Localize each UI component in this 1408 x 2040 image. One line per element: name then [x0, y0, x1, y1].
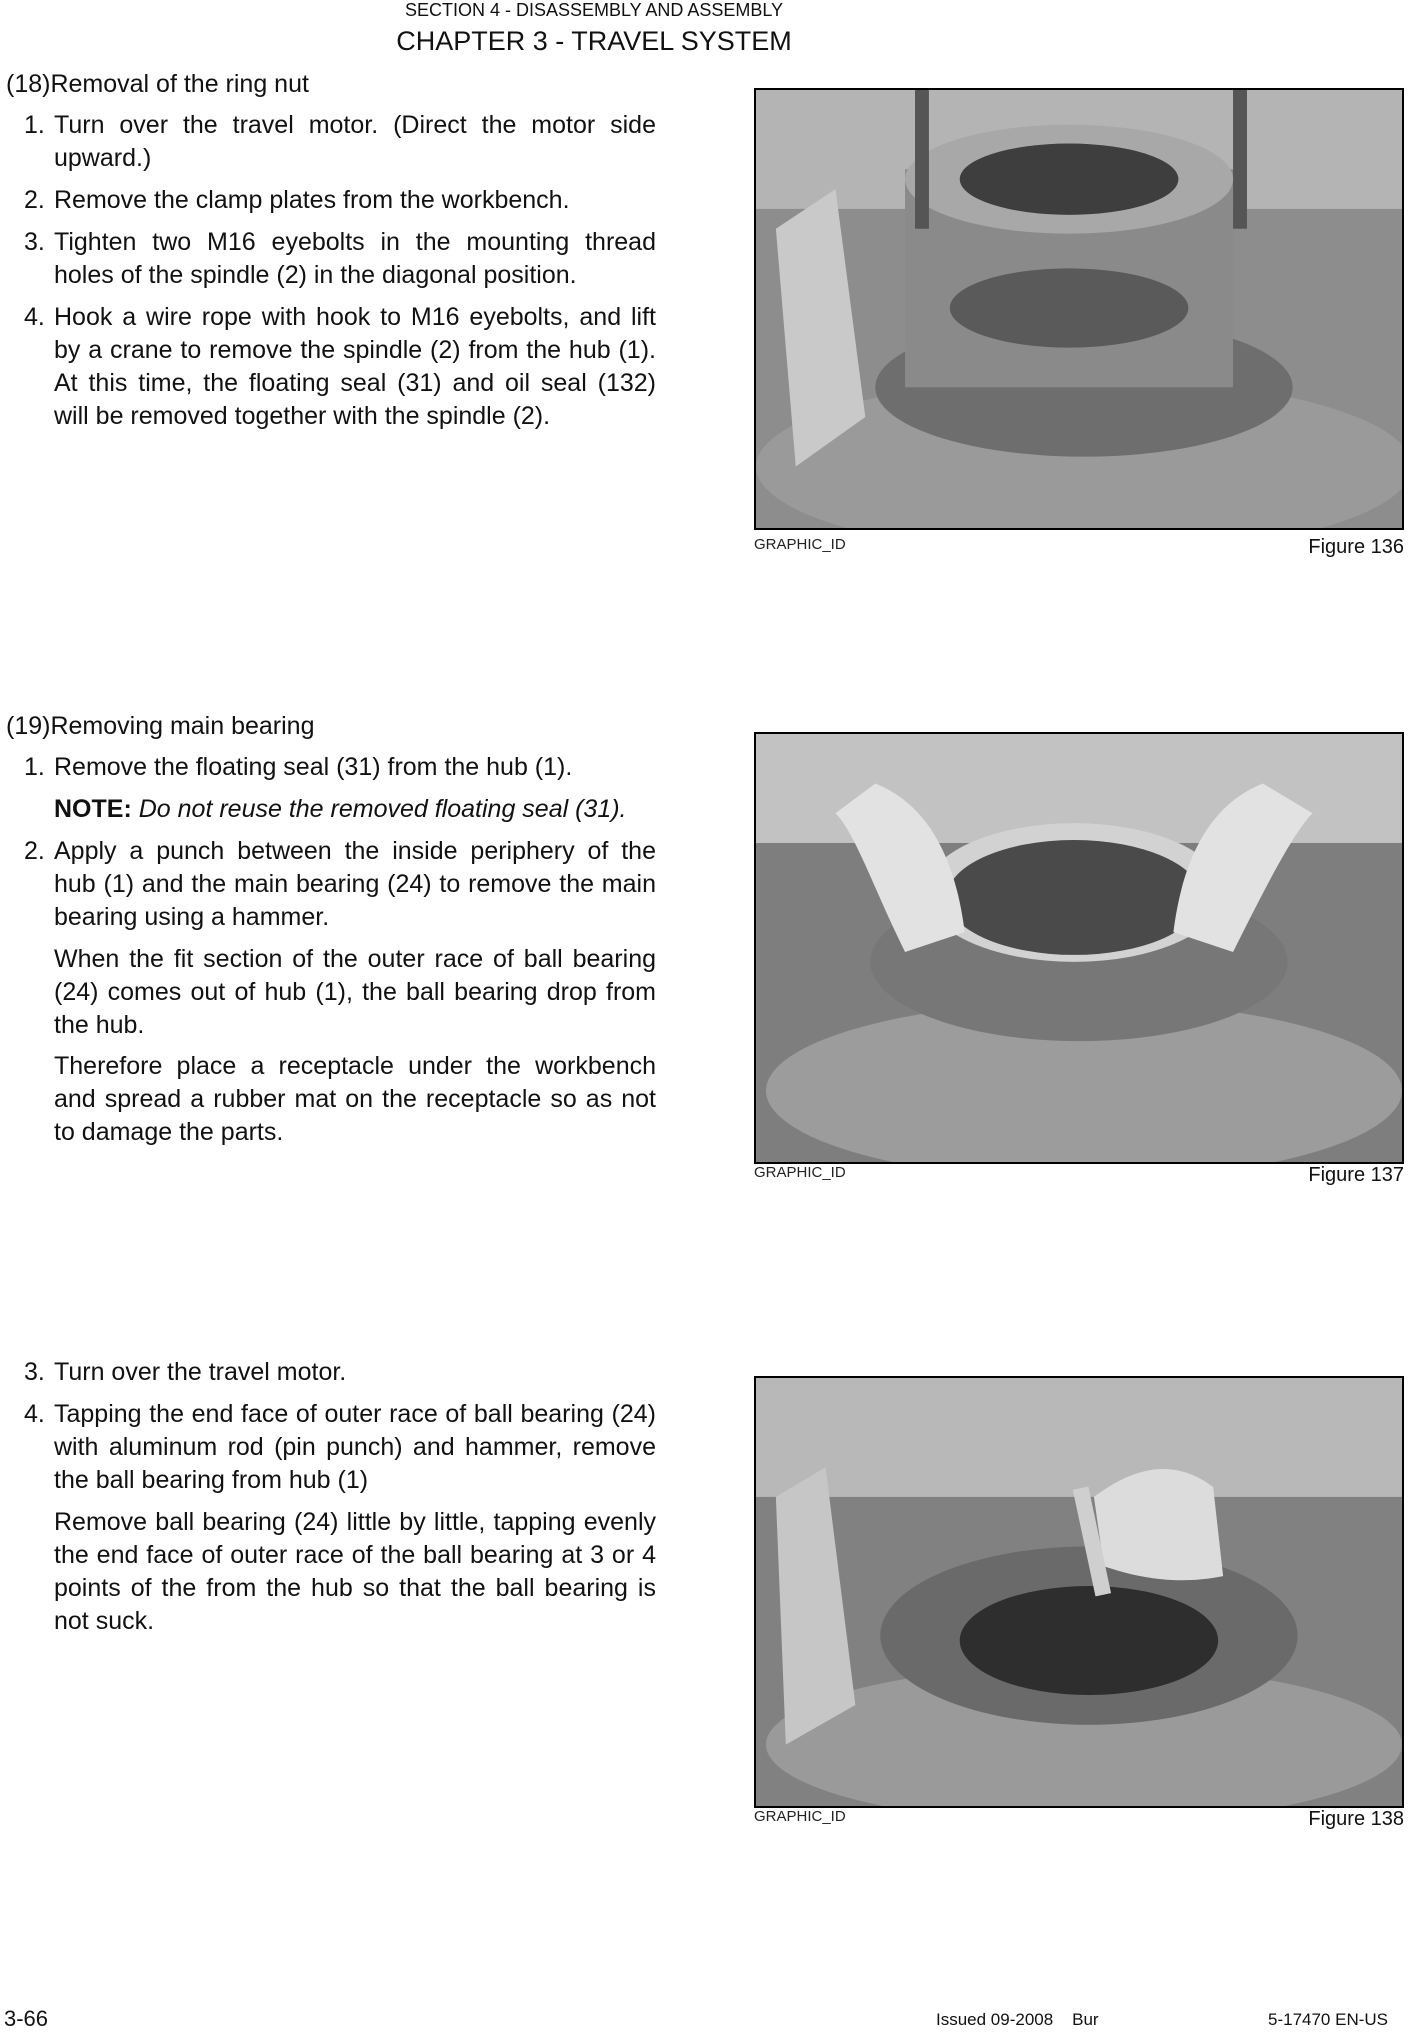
note-text: Do not reuse the removed floating seal (31). — [138, 795, 627, 823]
step-number: 3. — [24, 228, 45, 256]
figure-136-photo — [754, 88, 1404, 530]
travel-motor-spindle-image — [756, 90, 1402, 528]
section-header: SECTION 4 - DISASSEMBLY AND ASSEMBLY — [404, 0, 784, 20]
step-item — [6, 184, 656, 217]
step-number: 4. — [24, 1400, 45, 1428]
step-item — [6, 1398, 656, 1497]
note-label: NOTE: — [54, 795, 132, 823]
figure-137-photo — [754, 732, 1404, 1164]
graphic-id-label: GRAPHIC_ID — [754, 536, 846, 553]
step-number: 3. — [24, 1358, 45, 1386]
step-text: Apply a punch between the inside periphery of the hub (1) and the main bearing (24) to remove the main bearing using a hammer. — [54, 837, 656, 931]
step-text: Tighten two M16 eyebolts in the mounting thread holes of the spindle (2) in the diagonal position. — [54, 228, 656, 289]
page-number: 3-66 — [4, 2006, 49, 2031]
step-item — [6, 835, 656, 934]
step-number: 1. — [24, 111, 45, 139]
figure-caption: Figure 136 — [1308, 536, 1404, 558]
step-number: 2. — [24, 837, 45, 865]
figure-caption: Figure 138 — [1308, 1808, 1404, 1830]
paragraph: When the fit section of the outer race of ball bearing (24) comes out of hub (1), the ball bearing drop from the hub. — [54, 945, 656, 1039]
step-item — [6, 226, 656, 292]
figure-caption: Figure 137 — [1308, 1164, 1404, 1186]
bearing-removal-continued — [6, 1356, 656, 1646]
floating-seal-removal-image — [756, 734, 1402, 1162]
step-item — [6, 1356, 656, 1389]
step-text: Tapping the end face of outer race of ball bearing (24) with aluminum rod (pin punch) and hammer, remove the ball bearing from hub (1) — [54, 1400, 656, 1494]
step-number: 4. — [24, 303, 45, 331]
main-bearing-section — [6, 710, 656, 1157]
step-item — [6, 751, 656, 784]
note — [6, 793, 656, 826]
step-text: Hook a wire rope with hook to M16 eyebolts, and lift by a crane to remove the spindle (2) from the hub (1). At this time, the floating seal (31) and oil seal (132) will be removed together with the spindle (2). — [54, 303, 656, 430]
section-title: (19)Removing main bearing — [6, 712, 315, 740]
ball-bearing-tapping-image — [756, 1378, 1402, 1806]
issued-text: Issued 09-2008 — [936, 2010, 1054, 2029]
step-text: Remove the clamp plates from the workbench. — [54, 186, 570, 214]
chapter-header: CHAPTER 3 - TRAVEL SYSTEM — [396, 26, 792, 56]
paragraph: Therefore place a receptacle under the workbench and spread a rubber mat on the receptacle so as not to damage the parts. — [54, 1052, 656, 1146]
step-number: 2. — [24, 186, 45, 214]
step-text: Turn over the travel motor. — [54, 1358, 347, 1386]
paragraph: Remove ball bearing (24) little by little, tapping evenly the end face of outer race of the ball bearing at 3 or 4 points of the from the hub so that the ball bearing is not suck. — [54, 1508, 656, 1635]
step-text: Remove the floating seal (31) from the hub (1). — [54, 753, 573, 781]
graphic-id-label: GRAPHIC_ID — [754, 1808, 846, 1825]
bur-text: Bur — [1072, 2010, 1099, 2029]
document-code: 5-17470 EN-US — [1268, 2010, 1389, 2029]
step-text: Turn over the travel motor. (Direct the motor side upward.) — [54, 111, 656, 172]
step-item — [6, 109, 656, 175]
step-item — [6, 301, 656, 433]
issue-date — [936, 2010, 1099, 2030]
section-title: (18)Removal of the ring nut — [6, 70, 309, 98]
step-number: 1. — [24, 753, 45, 781]
ring-nut-section — [6, 68, 656, 442]
graphic-id-label: GRAPHIC_ID — [754, 1164, 846, 1181]
figure-138-photo — [754, 1376, 1404, 1808]
